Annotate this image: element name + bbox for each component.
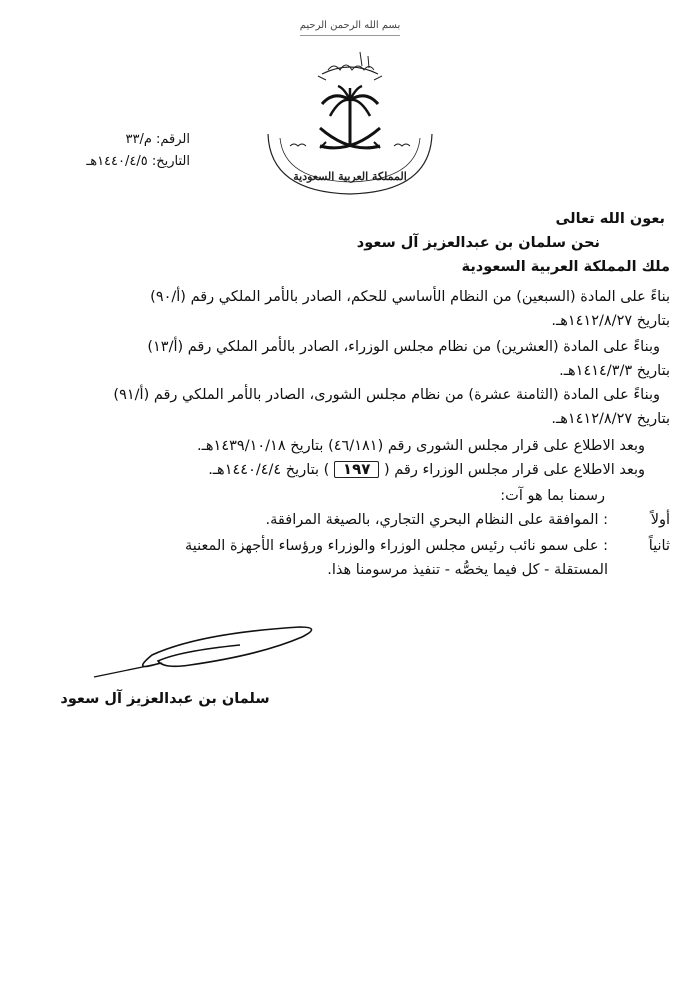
cabinet-resolution-prefix: وبعد الاطلاع على قرار مجلس الوزراء رقم (: [384, 462, 645, 478]
signatory-name: سلمان بن عبدالعزيز آل سعود: [60, 691, 270, 707]
paragraph-basic-law-date: بتاريخ ١٤١٢/٨/٢٧هـ.: [551, 313, 670, 329]
basmala: بسم الله الرحمن الرحيم: [299, 20, 401, 31]
kingdom-title-line: ملك المملكة العربية السعودية: [461, 259, 670, 275]
royal-signature: [90, 615, 330, 685]
item-first-text: : الموافقة على النظام البحري التجاري، بالصيغة المرافقة.: [265, 512, 608, 528]
paragraph-shura-law-date: بتاريخ ١٤١٢/٨/٢٧هـ.: [551, 411, 670, 427]
paragraph-shura-law: وبناءً على المادة (الثامنة عشرة) من نظام مجلس الشورى، الصادر بالأمر الملكي رقم (أ/٩١): [113, 387, 660, 403]
item-second-label: ثانياً: [648, 538, 670, 554]
basmala-flourish: [300, 35, 400, 38]
reference-number: الرقم: م/٣٣: [125, 132, 190, 147]
cabinet-resolution-number: ١٩٧: [334, 461, 379, 478]
decree-date: التاريخ: ١٤٤٠/٤/٥هـ: [86, 154, 190, 169]
cabinet-resolution-line: [100, 461, 645, 479]
king-line: نحن سلمان بن عبدالعزيز آل سعود: [356, 235, 600, 251]
cabinet-resolution-suffix: ) بتاريخ ١٤٤٠/٤/٤هـ.: [208, 462, 330, 478]
paragraph-council-ministers-law: وبناءً على المادة (العشرين) من نظام مجلس الوزراء، الصادر بالأمر الملكي رقم (أ/١٣): [147, 339, 660, 355]
item-second-text: : على سمو نائب رئيس مجلس الوزراء والوزراء ورؤساء الأجهزة المعنية: [184, 538, 608, 554]
item-second-continuation: المستقلة - كل فيما يخصُّه - تنفيذ مرسومنا هذا.: [327, 562, 608, 578]
decree-opening: بعون الله تعالى: [555, 211, 665, 227]
paragraph-council-ministers-law-date: بتاريخ ١٤١٤/٣/٣هـ.: [559, 363, 670, 379]
shura-resolution-line: وبعد الاطلاع على قرار مجلس الشورى رقم (٤٦/١٨١) بتاريخ ١٤٣٩/١٠/١٨هـ.: [197, 438, 645, 454]
emblem-caption: المملكة العربية السعودية: [293, 170, 407, 183]
decreed-line: رسمنا بما هو آت:: [500, 488, 605, 504]
item-first-label: أولاً: [650, 512, 670, 528]
paragraph-basic-law: بناءً على المادة (السبعين) من النظام الأساسي للحكم، الصادر بالأمر الملكي رقم (أ/٩٠): [150, 289, 670, 305]
shahada-banner-icon: [318, 52, 382, 80]
